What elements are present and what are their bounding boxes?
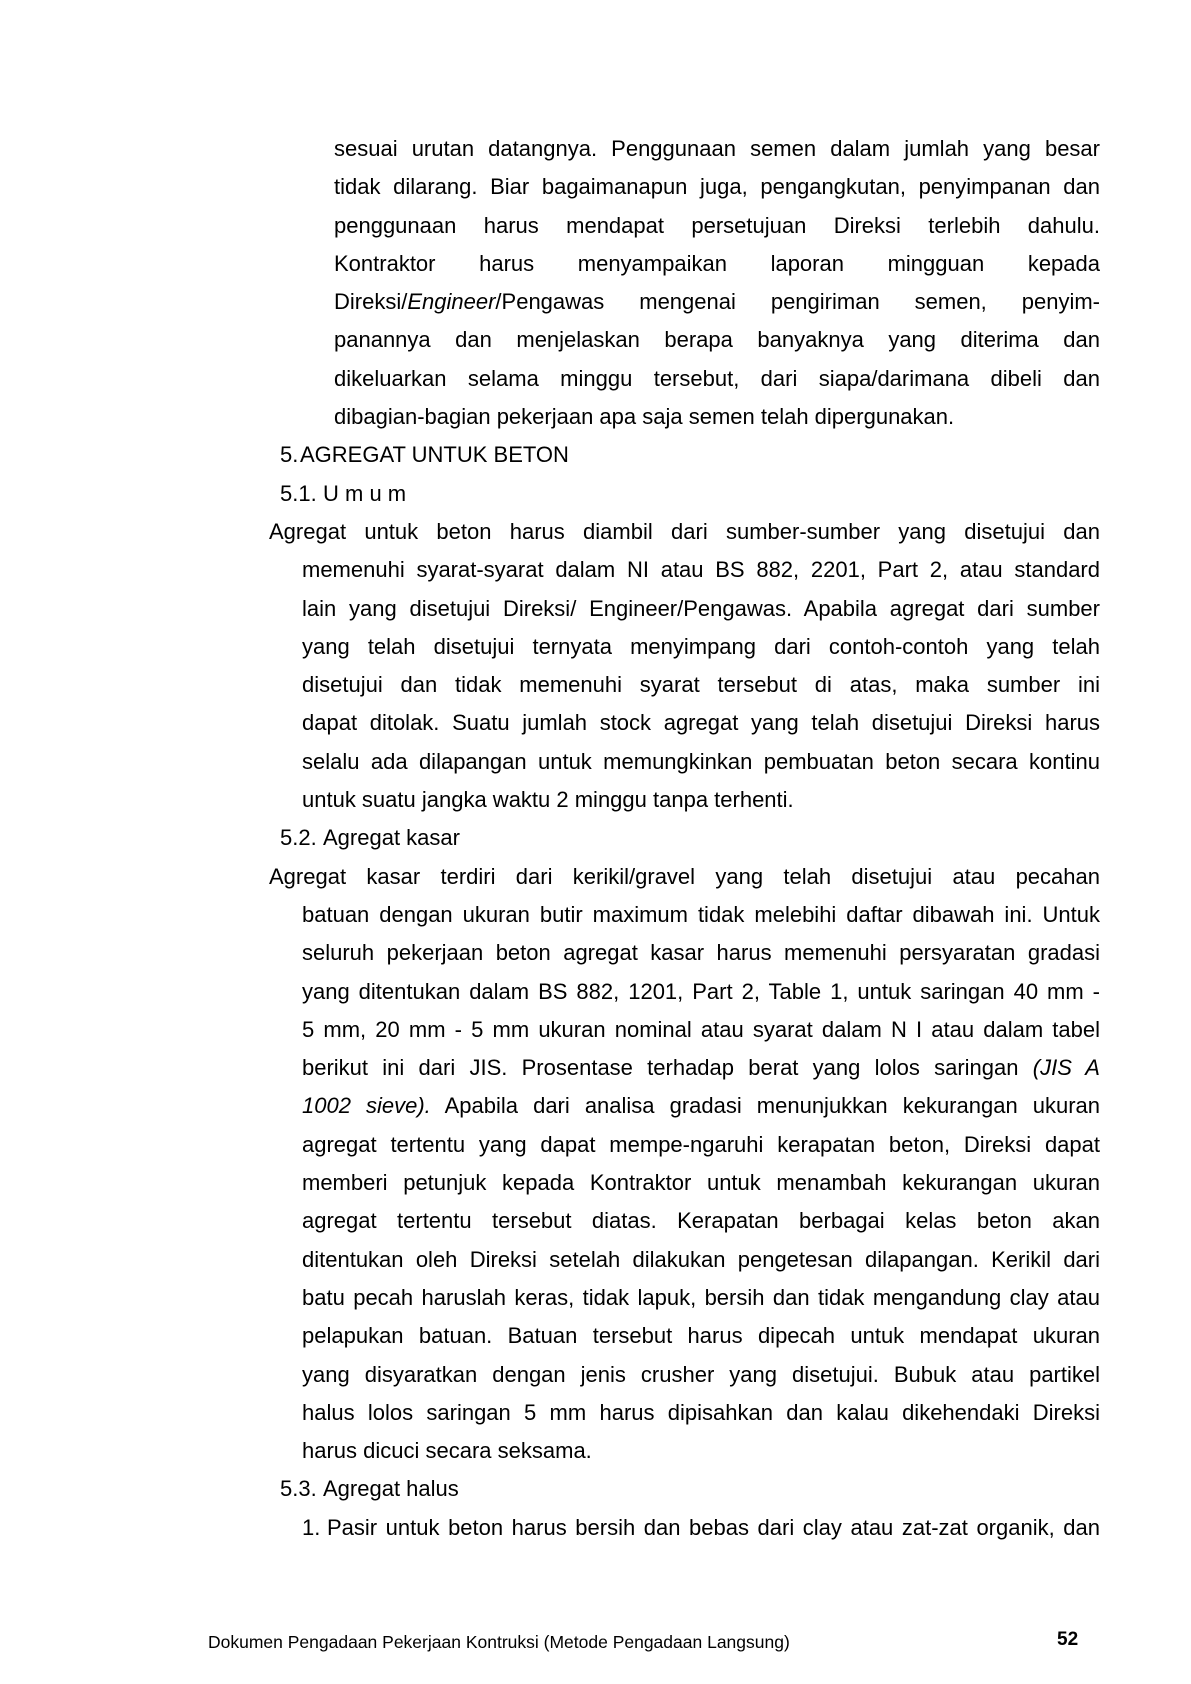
section-5-1-heading <box>280 475 1100 513</box>
paragraph-line: Kontraktor harus menyampaikan laporan mingguan kepada <box>334 250 1100 276</box>
section-5-3-heading <box>280 1470 1100 1508</box>
list-item-text: Pasir untuk beton harus bersih dan bebas dari clay atau zat-zat organik, dan <box>327 1514 1100 1540</box>
paragraph-line: agregat tertentu yang dapat mempe-ngaruhi kerapatan beton, Direksi dapat <box>302 1131 1100 1157</box>
paragraph-line: panannya dan menjelaskan berapa banyaknya yang diterima dan <box>334 327 1100 353</box>
section-number: 5.2. <box>280 825 317 851</box>
paragraph-line: dibagian-bagian pekerjaan apa saja semen telah dipergunakan. <box>334 404 955 430</box>
paragraph-line: Direksi/Engineer/Pengawas mengenai pengiriman semen, penyim- <box>334 289 1100 315</box>
section-number: 5.3. <box>280 1476 317 1502</box>
paragraph-umum <box>269 513 1100 819</box>
section-title: Agregat halus <box>323 1476 459 1502</box>
paragraph-line: memenuhi syarat-syarat dalam NI atau BS 882, 2201, Part 2, atau standard <box>302 557 1100 583</box>
paragraph-agregat-kasar <box>269 858 1100 1471</box>
paragraph-line: tidak dilarang. Biar bagaimanapun juga, pengangkutan, penyimpanan dan <box>334 174 1100 200</box>
paragraph-line: dikeluarkan selama minggu tersebut, dari siapa/darimana dibeli dan <box>334 365 1100 391</box>
paragraph-line: batuan dengan ukuran butir maximum tidak melebihi daftar dibawah ini. Untuk <box>302 901 1100 927</box>
paragraph-line: harus dicuci secara seksama. <box>302 1438 592 1464</box>
paragraph-line: 1002 sieve). Apabila dari analisa gradasi menunjukkan kekurangan ukuran <box>302 1093 1100 1119</box>
paragraph-line: berikut ini dari JIS. Prosentase terhadap berat yang lolos saringan (JIS A <box>302 1055 1100 1081</box>
paragraph-line: seluruh pekerjaan beton agregat kasar harus memenuhi persyaratan gradasi <box>302 940 1100 966</box>
list-item-number: 1. <box>302 1514 321 1540</box>
paragraph-line: batu pecah haruslah keras, tidak lapuk, bersih dan tidak mengandung clay atau <box>302 1284 1100 1310</box>
paragraph-line: dapat ditolak. Suatu jumlah stock agregat yang telah disetujui Direksi harus <box>302 710 1100 736</box>
footer-document-title: Dokumen Pengadaan Pekerjaan Kontruksi (Metode Pengadaan Langsung) <box>208 1632 790 1652</box>
paragraph-line: penggunaan harus mendapat persetujuan Direksi terlebih dahulu. <box>334 212 1100 238</box>
paragraph-line: sesuai urutan datangnya. Penggunaan semen dalam jumlah yang besar <box>334 136 1100 161</box>
document-content <box>269 130 1100 1547</box>
section-title: Agregat kasar <box>323 825 460 851</box>
paragraph-cement-handling <box>269 130 1100 436</box>
paragraph-line: selalu ada dilapangan untuk memungkinkan pembuatan beton secara kontinu <box>302 748 1100 774</box>
section-5-heading <box>280 436 1100 474</box>
section-title: AGREGAT UNTUK BETON <box>300 442 569 468</box>
paragraph-line: agregat tertentu tersebut diatas. Kerapatan berbagai kelas beton akan <box>302 1208 1100 1234</box>
paragraph-line: Agregat kasar terdiri dari kerikil/gravel yang telah disetujui atau pecahan <box>269 863 1100 889</box>
paragraph-line: Agregat untuk beton harus diambil dari sumber-sumber yang disetujui dan <box>269 518 1100 544</box>
section-5-2-heading <box>280 819 1100 857</box>
paragraph-line: disetujui dan tidak memenuhi syarat tersebut di atas, maka sumber ini <box>302 672 1100 698</box>
paragraph-line: memberi petunjuk kepada Kontraktor untuk menambah kekurangan ukuran <box>302 1170 1100 1196</box>
list-item-pasir <box>302 1509 1100 1547</box>
section-number: 5.1. <box>280 480 317 506</box>
section-number: 5. <box>280 442 299 468</box>
paragraph-line: untuk suatu jangka waktu 2 minggu tanpa terhenti. <box>302 787 794 813</box>
section-title: U m u m <box>323 480 407 506</box>
footer-page-number: 52 <box>1057 1629 1079 1650</box>
paragraph-line: yang telah disetujui ternyata menyimpang dari contoh-contoh yang telah <box>302 633 1100 659</box>
paragraph-line: lain yang disetujui Direksi/ Engineer/Pengawas. Apabila agregat dari sumber <box>302 595 1100 621</box>
paragraph-line: 5 mm, 20 mm - 5 mm ukuran nominal atau syarat dalam N I atau dalam tabel <box>302 1016 1100 1042</box>
paragraph-line: yang disyaratkan dengan jenis crusher yang disetujui. Bubuk atau partikel <box>302 1361 1100 1387</box>
paragraph-line: pelapukan batuan. Batuan tersebut harus dipecah untuk mendapat ukuran <box>302 1323 1100 1349</box>
paragraph-line: yang ditentukan dalam BS 882, 1201, Part 2, Table 1, untuk saringan 40 mm - <box>302 978 1100 1004</box>
paragraph-line: halus lolos saringan 5 mm harus dipisahkan dan kalau dikehendaki Direksi <box>302 1399 1100 1425</box>
paragraph-line: ditentukan oleh Direksi setelah dilakukan pengetesan dilapangan. Kerikil dari <box>302 1246 1100 1272</box>
